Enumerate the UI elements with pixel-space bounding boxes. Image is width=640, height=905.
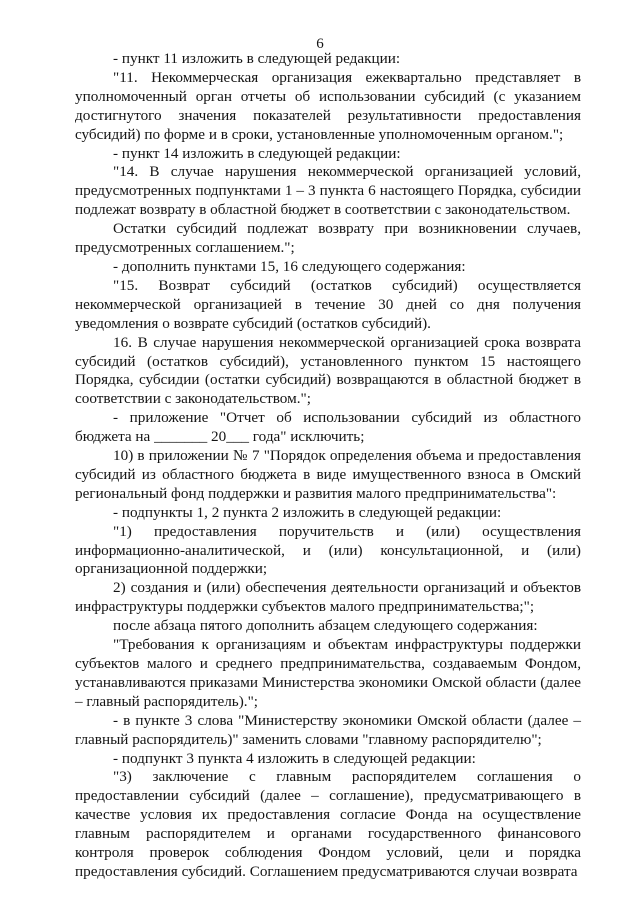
- paragraph-12: "1) предоставления поручительств и (или) осуществления информационно-аналитической, и (или) консультационной, и (или) организационной поддержки;: [75, 522, 581, 578]
- document-body: [75, 50, 581, 882]
- paragraph-17: - подпункт 3 пункта 4 изложить в следующей редакции:: [113, 749, 476, 767]
- paragraph-9: - приложение "Отчет об использовании субсидий из областного бюджета на _______ 20___ года" исключить;: [75, 409, 581, 446]
- paragraph-18: "3) заключение с главным распорядителем соглашения о предоставлении субсидий (далее – соглашение), предусматривающего в качестве условия их предоставления согласие Фонда на осуществление главным распорядителем и органами государственного финансового контроля проверок соблюдения Фондом условий, цели и порядка предоставления субсидий. Соглашением предусматриваются случаи возврата: [75, 768, 581, 880]
- paragraph-15: "Требования к организациям и объектам инфраструктуры поддержки субъектов малого и среднего предпринимательства, создаваемым Фондом, устанавливаются приказами Министерства экономики Омской области (далее – главный распорядитель).";: [75, 636, 581, 710]
- paragraph-16: - в пункте 3 слова "Министерству экономики Омской области (далее – главный распорядитель)" заменить словами "главному распорядителю";: [75, 711, 581, 748]
- paragraph-2: "11. Некоммерческая организация ежеквартально представляет в уполномоченный орган отчеты об использовании субсидий (с указанием достигнутого значения показателей результативности предоставления субсидий) по форме и в сроки, установленные уполномоченным органом.";: [75, 68, 581, 143]
- paragraph-3: - пункт 14 изложить в следующей редакции:: [113, 144, 401, 162]
- paragraph-10: 10) в приложении № 7 "Порядок определения объема и предоставления субсидий из областного бюджета в виде имущественного взноса в Омский региональный фонд поддержки и развития малого предпринимательства":: [75, 447, 581, 502]
- paragraph-14: после абзаца пятого дополнить абзацем следующего содержания:: [113, 617, 538, 635]
- paragraph-1: - пункт 11 изложить в следующей редакции:: [113, 50, 401, 67]
- paragraph-13: 2) создания и (или) обеспечения деятельности организаций и объектов инфраструктуры поддержки субъектов малого предпринимательства;";: [75, 579, 581, 616]
- paragraph-5: Остатки субсидий подлежат возврату при возникновении случаев, предусмотренных соглашением.";: [75, 220, 581, 257]
- paragraph-8: 16. В случае нарушения некоммерческой организацией срока возврата субсидий (остатков субсидий), установленного пунктом 15 настоящего Порядка, субсидии (остатки субсидий) возвращаются в областной бюджет в соответствии с законодательством.";: [75, 333, 581, 408]
- paragraph-11: - подпункты 1, 2 пункта 2 изложить в следующей редакции:: [113, 503, 502, 521]
- paragraph-7: "15. Возврат субсидий (остатков субсидий) осуществляется некоммерческой организацией в течение 30 дней со дня получения уведомления о возврате субсидий (остатков субсидий).: [75, 276, 581, 332]
- paragraph-6: - дополнить пунктами 15, 16 следующего содержания:: [113, 257, 466, 275]
- paragraph-4: "14. В случае нарушения некоммерческой организацией условий, предусмотренных подпунктами 1 – 3 пункта 6 настоящего Порядка, субсидии подлежат возврату в областной бюджет в соответствии с законодательством.: [75, 163, 581, 219]
- page-number: 6: [316, 36, 324, 52]
